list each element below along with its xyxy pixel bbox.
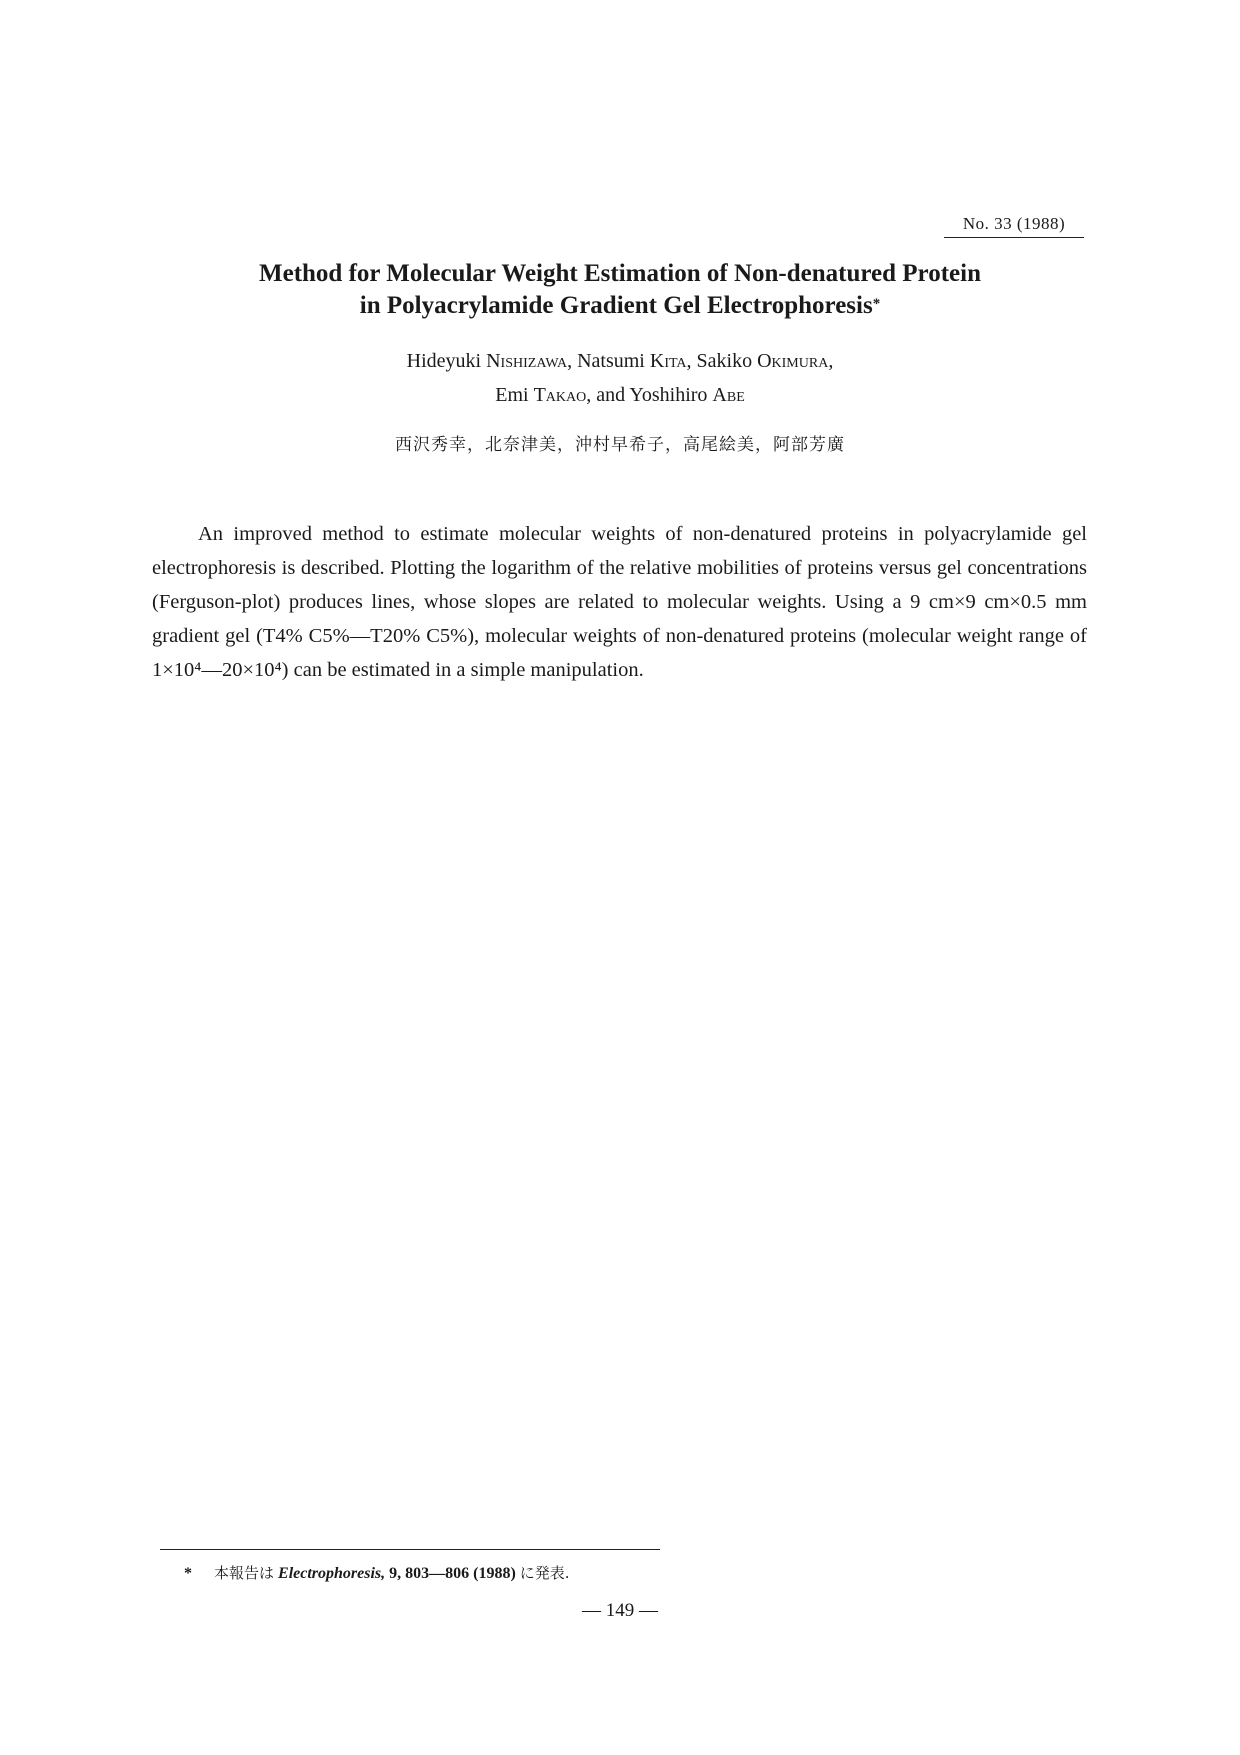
page-number: — 149 — bbox=[582, 1600, 658, 1621]
title-line-2 bbox=[120, 290, 1120, 322]
author-given: Sakiko bbox=[696, 350, 753, 372]
author-given: Yoshihiro bbox=[629, 384, 708, 406]
footnote-divider bbox=[160, 1549, 660, 1550]
author-list-japanese: 西沢秀幸，北奈津美，沖村早希子，高尾絵美，阿部芳廣 bbox=[395, 435, 845, 455]
author-line-2: Emi Takao, and Yoshihiro Abe bbox=[495, 384, 745, 406]
author-family: Kita bbox=[649, 350, 687, 372]
author-given: Hideyuki bbox=[406, 350, 482, 372]
author-family: Nishizawa bbox=[486, 350, 568, 372]
abstract-paragraph: An improved method to estimate molecular weights of non-denatured proteins in polyacrylamide gel electrophoresis is described. Plotting the logarithm of the relative mobilities of proteins versus gel concentrations (Ferguson-plot) produces lines, whose slopes are related to molecular weights. Using a 9 cm×9 cm×0.5 mm gradient gel (T4% C5%—T20% C5%), molecular weights of non-denatured proteins (molecular weight range of 1×10⁴—20×10⁴) can be estimated in a simple manipulation. bbox=[152, 522, 1087, 681]
footnote-mark: * bbox=[184, 1565, 192, 1582]
footnote-citation: 9, 803—806 (1988) bbox=[389, 1565, 516, 1582]
footnote-journal: Electrophoresis, bbox=[278, 1565, 386, 1582]
author-conjunction: and bbox=[596, 384, 626, 406]
author-line-1: Hideyuki Nishizawa, Natsumi Kita, Sakiko Okimura, bbox=[406, 350, 834, 372]
author-family: Abe bbox=[712, 384, 745, 406]
author-list bbox=[120, 344, 1120, 412]
author-given: Natsumi bbox=[577, 350, 645, 372]
title-line-2-text: in Polyacrylamide Gradient Gel Electrophoresis bbox=[359, 292, 873, 319]
footnote-prefix: 本報告は bbox=[214, 1564, 275, 1582]
author-family: Okimura bbox=[757, 350, 829, 372]
footnote-suffix: に発表. bbox=[519, 1564, 570, 1582]
paper-title bbox=[120, 258, 1120, 322]
author-given: Emi bbox=[495, 384, 529, 406]
footnote bbox=[184, 1562, 570, 1583]
title-footnote-mark: * bbox=[872, 296, 881, 312]
title-line-1: Method for Molecular Weight Estimation of Non-denatured Protein bbox=[259, 260, 981, 287]
author-family: Takao bbox=[533, 384, 587, 406]
journal-number: No. 33 (1988) bbox=[944, 214, 1084, 238]
